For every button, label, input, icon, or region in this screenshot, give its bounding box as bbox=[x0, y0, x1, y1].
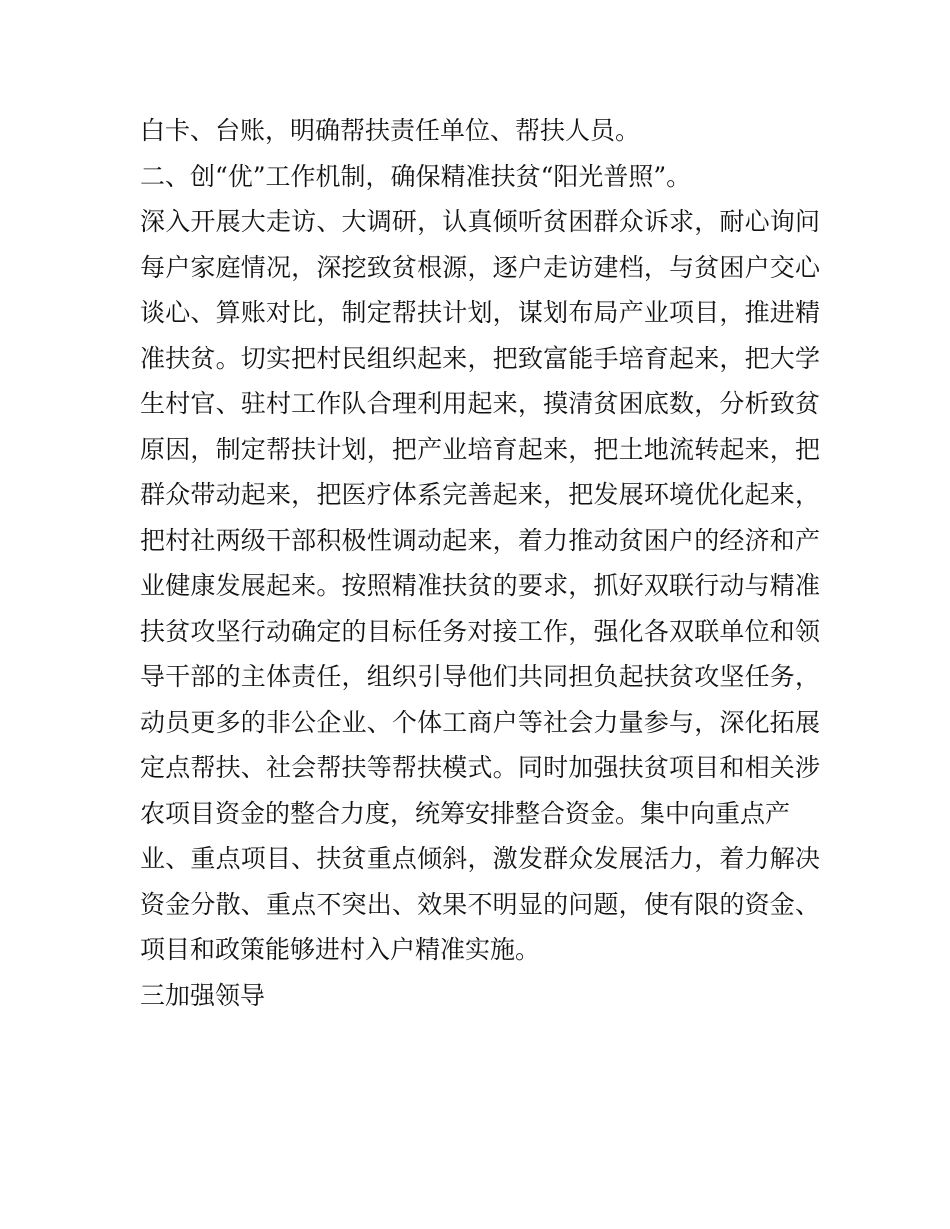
text-line: 谈心、算账对比，制定帮扶计划，谋划布局产业项目，推进精 bbox=[140, 298, 820, 327]
text-line: 扶贫攻坚行动确定的目标任务对接工作，强化各双联单位和领 bbox=[140, 616, 820, 646]
text-line: 资金分散、重点不突出、效果不明显的问题，使有限的资金、 bbox=[140, 889, 820, 919]
text-line: 导干部的主体责任，组织引导他们共同担负起扶贫攻坚任务， bbox=[140, 662, 820, 691]
body-text bbox=[140, 108, 820, 1018]
text-line: 业、重点项目、扶贫重点倾斜，激发群众发展活力，着力解决 bbox=[140, 844, 820, 873]
text-line: 把村社两级干部积极性调动起来，着力推动贫困户的经济和产 bbox=[140, 525, 820, 555]
text-line: 准扶贫。切实把村民组织起来，把致富能手培育起来，把大学 bbox=[140, 343, 820, 373]
text-line: 深入开展大走访、大调研，认真倾听贫困群众诉求，耐心询问 bbox=[140, 207, 820, 236]
text-line: 生村官、驻村工作队合理利用起来，摸清贫困底数，分析致贫 bbox=[140, 389, 820, 418]
text-line: 动员更多的非公企业、个体工商户等社会力量参与，深化拓展 bbox=[140, 707, 820, 737]
text-line: 定点帮扶、社会帮扶等帮扶模式。同时加强扶贫项目和相关涉 bbox=[140, 753, 820, 782]
text-line: 项目和政策能够进村入户精准实施。 bbox=[140, 935, 541, 964]
section-heading: 二、创“优”工作机制，确保精准扶贫“阳光普照”。 bbox=[140, 161, 692, 191]
text-line: 农项目资金的整合力度，统筹安排整合资金。集中向重点产 bbox=[140, 798, 791, 828]
text-line: 白卡、台账，明确帮扶责任单位、帮扶人员。 bbox=[140, 116, 641, 145]
text-line: 原因，制定帮扶计划，把产业培育起来，把土地流转起来，把 bbox=[140, 434, 820, 464]
section-heading: 三加强领导 bbox=[140, 980, 266, 1010]
text-line: 群众带动起来，把医疗体系完善起来，把发展环境优化起来， bbox=[140, 480, 820, 509]
text-line: 业健康发展起来。按照精准扶贫的要求，抓好双联行动与精准 bbox=[140, 571, 820, 600]
text-line: 每户家庭情况，深挖致贫根源，逐户走访建档，与贫困户交心 bbox=[140, 252, 820, 282]
